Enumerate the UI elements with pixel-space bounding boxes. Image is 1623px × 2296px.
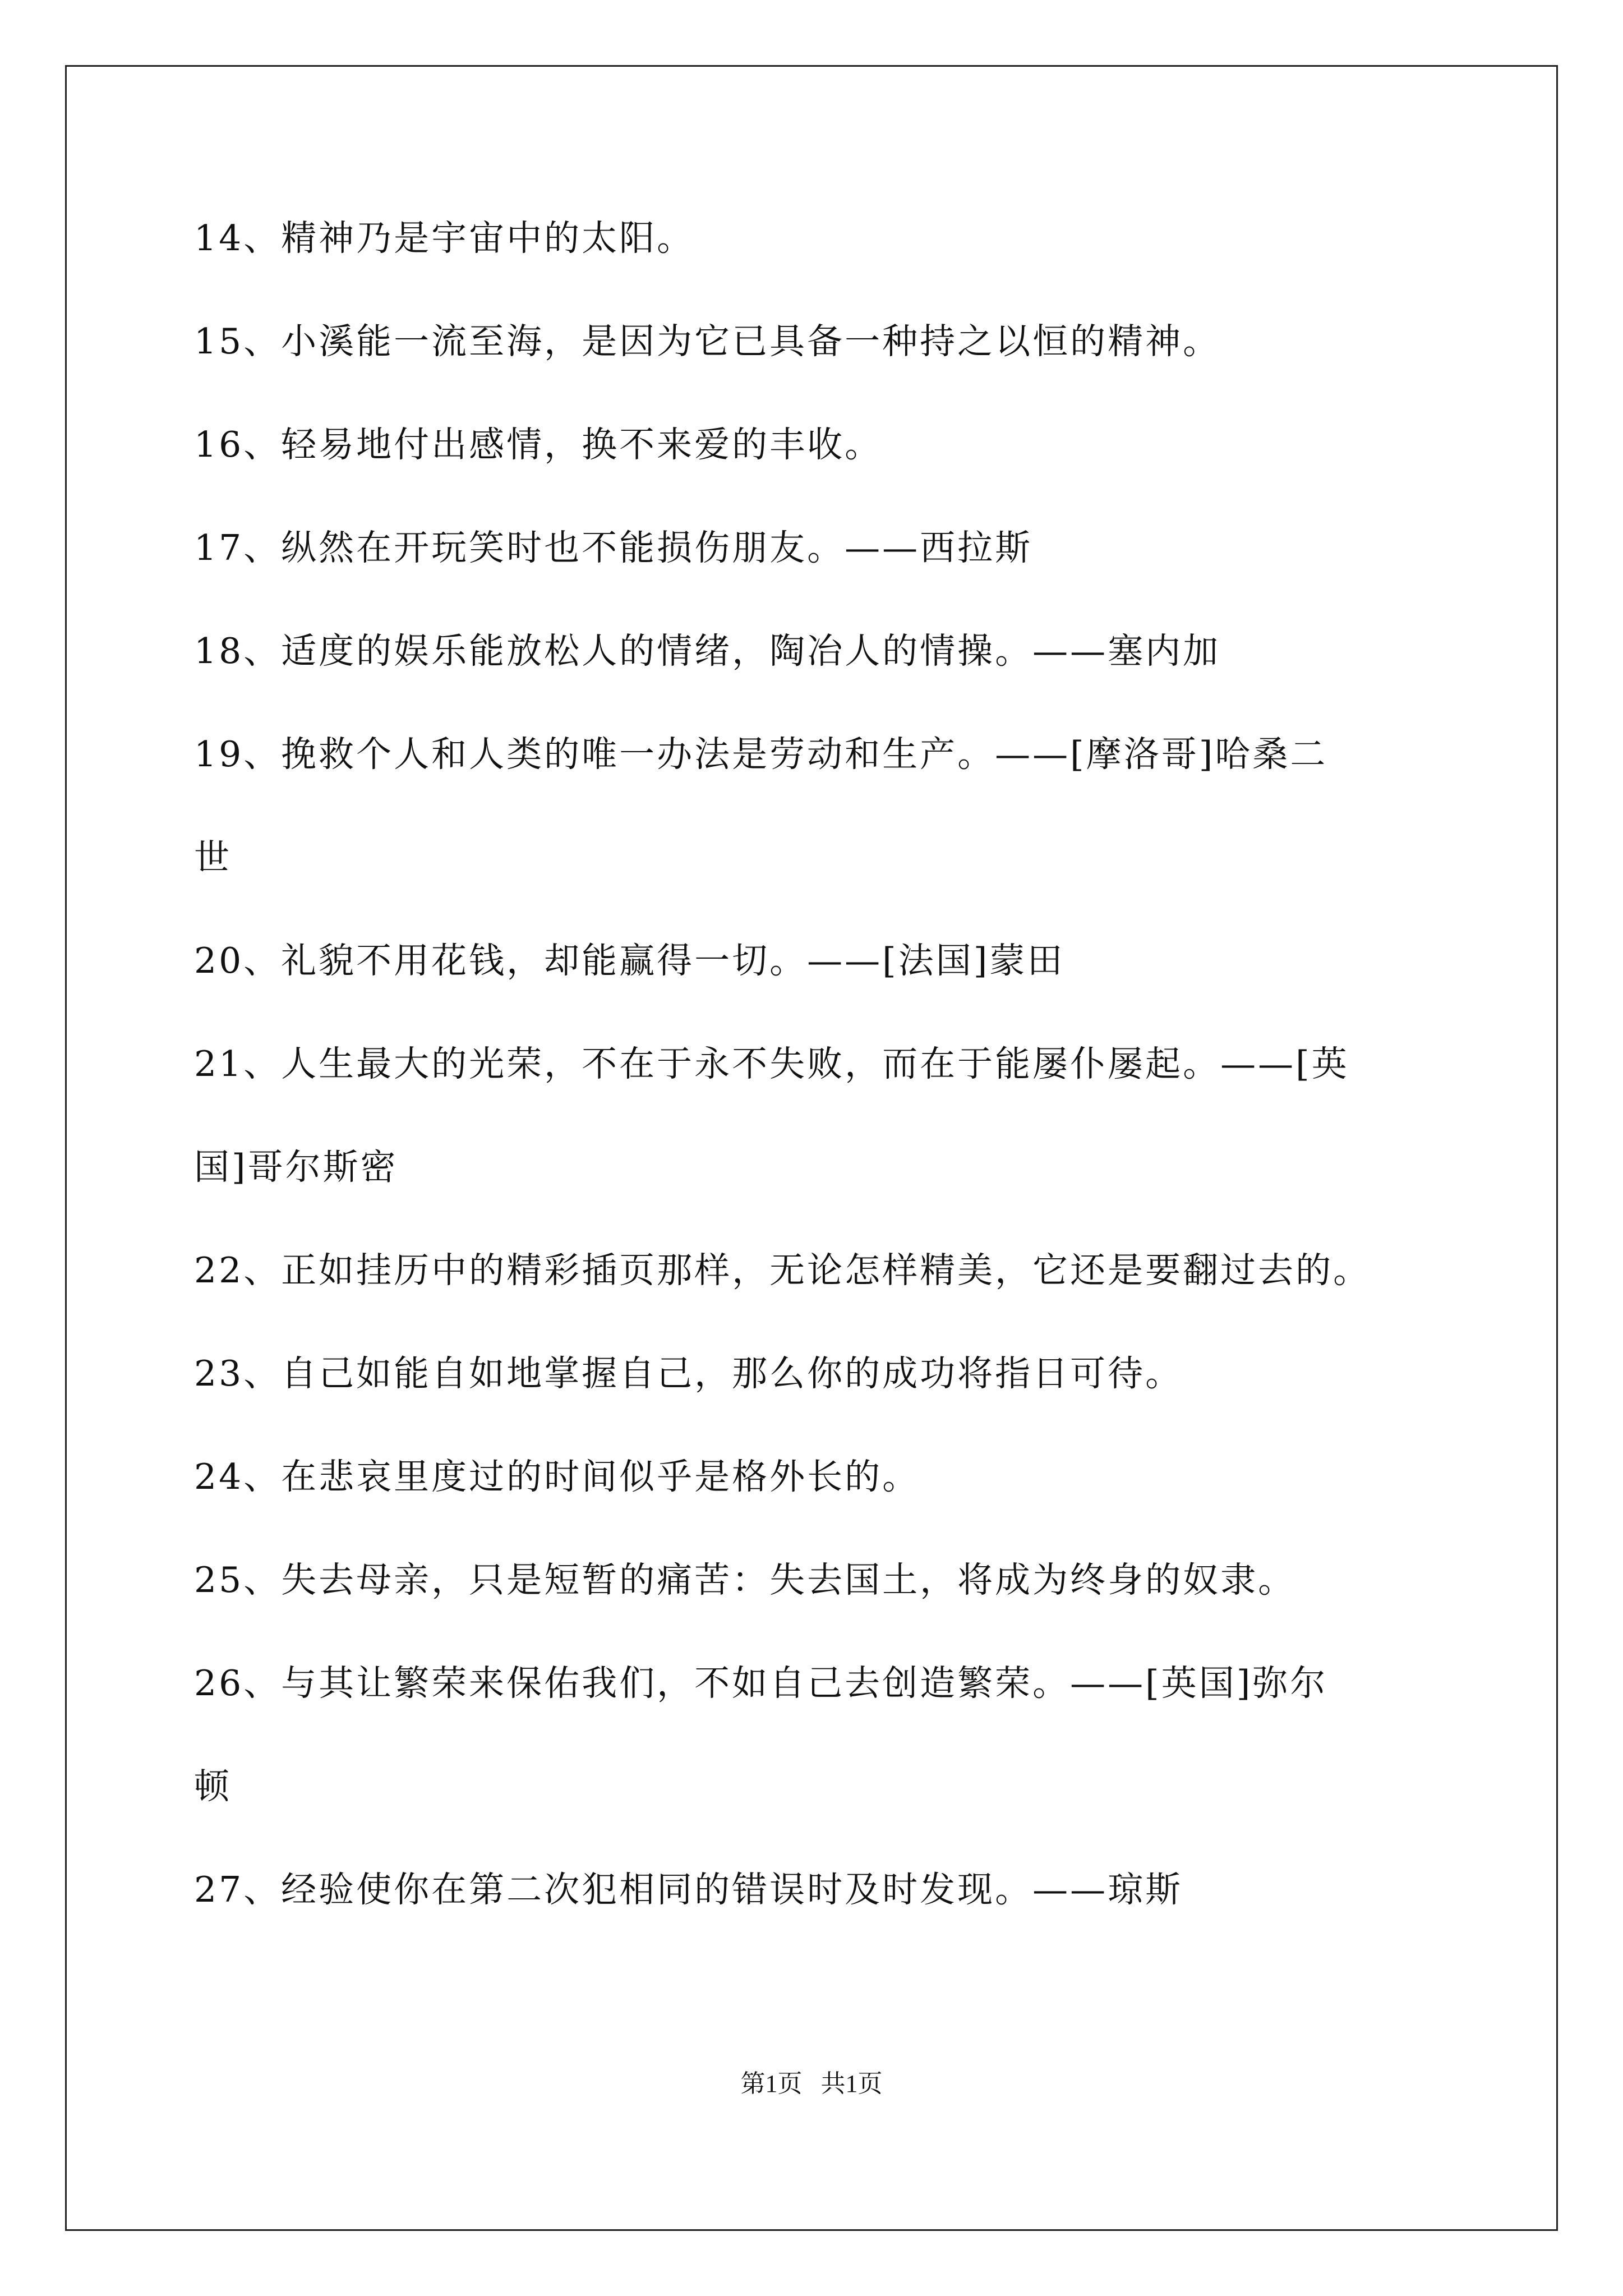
quote-line-27: 27、经验使你在第二次犯相同的错误时及时发现。——琼斯 xyxy=(194,1869,1183,1910)
quote-line-22: 22、正如挂历中的精彩插页那样，无论怎样精美，它还是要翻过去的。 xyxy=(194,1250,1371,1291)
quote-line-16: 16、轻易地付出感情，换不来爱的丰收。 xyxy=(194,424,883,465)
quote-line-25: 25、失去母亲，只是短暂的痛苦：失去国土，将成为终身的奴隶。 xyxy=(194,1559,1296,1600)
quote-line-19-continued: 世 xyxy=(194,837,232,878)
quote-line-26-continued: 顿 xyxy=(194,1766,232,1807)
quote-line-21-continued: 国]哥尔斯密 xyxy=(194,1147,398,1188)
quote-line-17: 17、纵然在开玩笑时也不能损伤朋友。——西拉斯 xyxy=(194,527,1033,568)
quote-line-14: 14、精神乃是宇宙中的太阳。 xyxy=(194,218,695,259)
quote-line-15: 15、小溪能一流至海，是因为它已具备一种持之以恒的精神。 xyxy=(194,321,1221,362)
quote-line-26: 26、与其让繁荣来保佑我们，不如自己去创造繁荣。——[英国]弥尔 xyxy=(194,1663,1328,1704)
quote-line-24: 24、在悲哀里度过的时间似乎是格外长的。 xyxy=(194,1456,920,1497)
quote-line-18: 18、适度的娱乐能放松人的情绪，陶冶人的情操。——塞内加 xyxy=(194,631,1221,671)
quote-line-21: 21、人生最大的光荣，不在于永不失败，而在于能屡仆屡起。——[英 xyxy=(194,1043,1349,1084)
document-body xyxy=(194,219,1467,1973)
page-number-footer: 第1页 共1页 xyxy=(740,2070,883,2097)
quote-line-23: 23、自己如能自如地掌握自己，那么你的成功将指日可待。 xyxy=(194,1353,1183,1394)
quote-line-20: 20、礼貌不用花钱，却能赢得一切。——[法国]蒙田 xyxy=(194,940,1065,981)
quote-line-19: 19、挽救个人和人类的唯一办法是劳动和生产。——[摩洛哥]哈桑二 xyxy=(194,734,1328,775)
